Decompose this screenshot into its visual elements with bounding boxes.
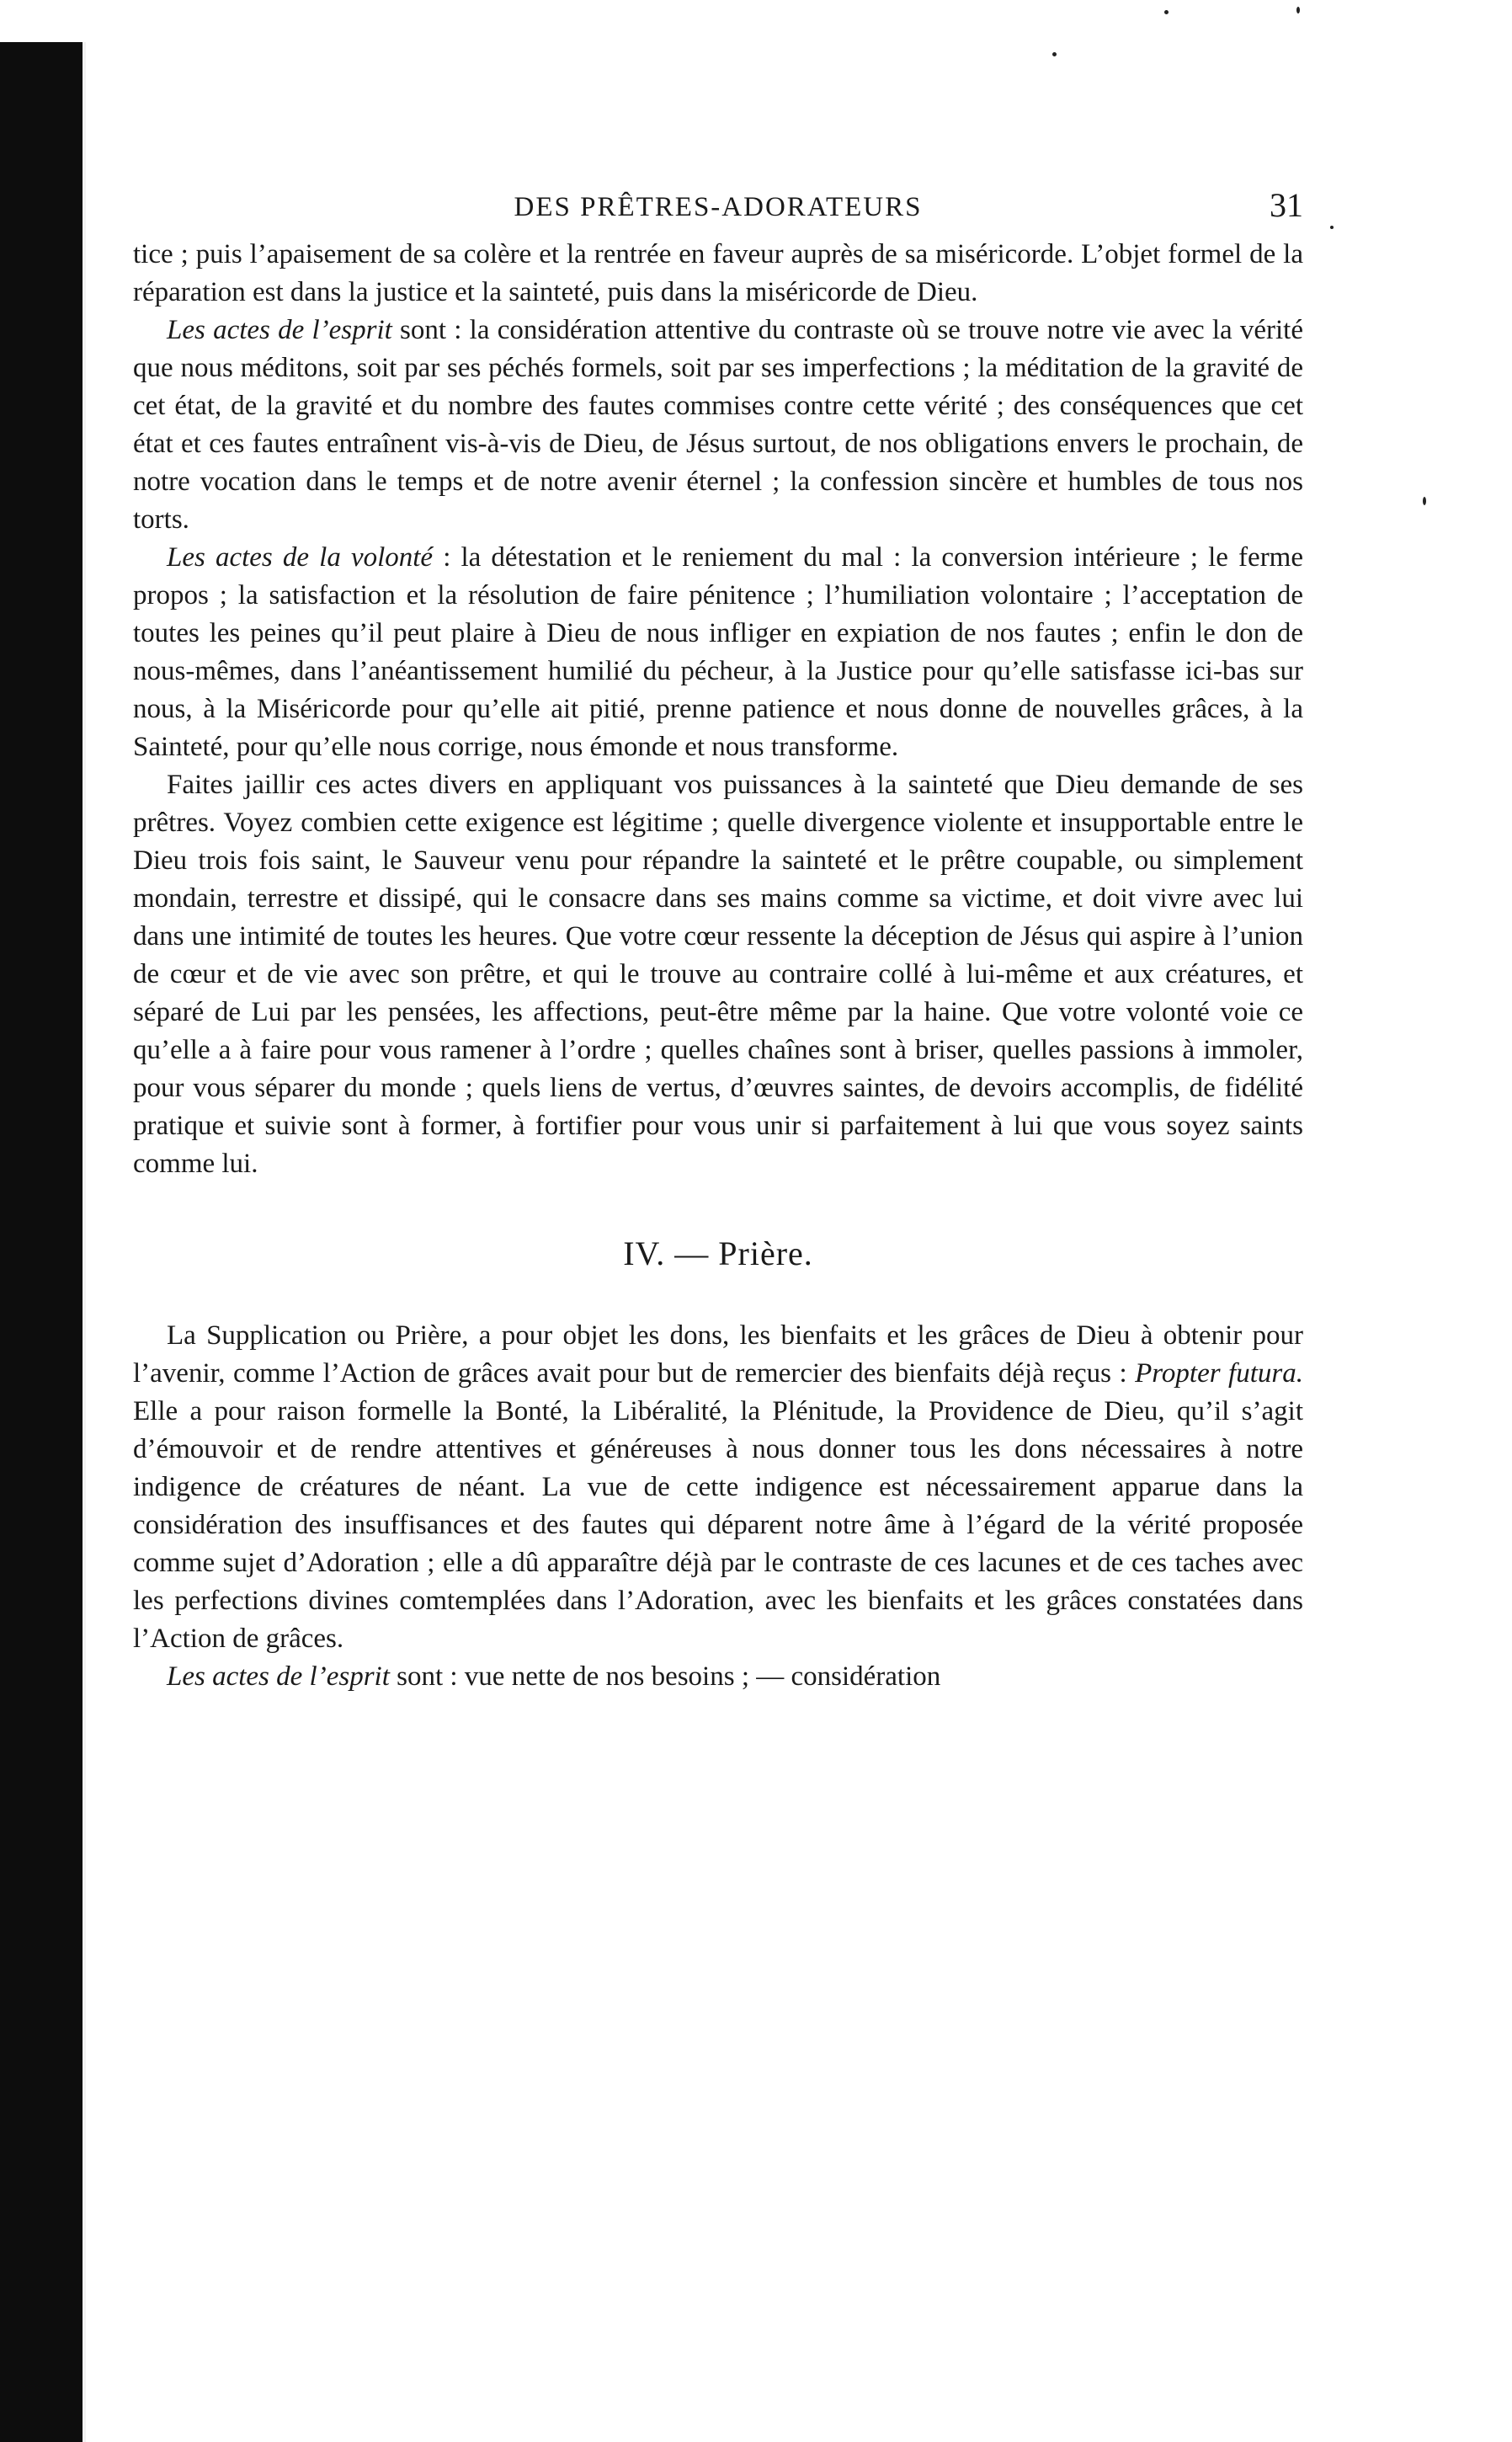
paragraph — [133, 1658, 1303, 1696]
paragraph-lead: Les actes de la volonté — [167, 542, 434, 573]
page-content — [133, 185, 1303, 1696]
scan-speck — [1052, 52, 1057, 56]
paragraph — [133, 312, 1303, 539]
paragraph — [133, 236, 1303, 312]
paragraph-text: : la détestation et le reniement du mal : la conversion intérieure ; le ferme propos ; la satisfaction et la résolution de faire pénitence ; l’humiliation volontaire ; l’acceptation de toutes les peines qu’il peut plaire à Dieu de nous infliger en expiation de nos fautes ; enfin le don de nous-mêmes, dans l’anéantissement humilié du pécheur, à la Justice pour qu’elle satisfasse ici-bas sur nous, à la Miséricorde pour qu’elle ait pitié, prenne patience et nous donne de nouvelles grâces, à la Sainteté, pour qu’elle nous corrige, nous émonde et nous transforme. — [133, 542, 1303, 762]
scan-speck — [1296, 7, 1300, 13]
paragraph — [133, 539, 1303, 766]
scan-speck — [1330, 226, 1334, 229]
paragraph — [133, 1317, 1303, 1658]
scan-speck — [1164, 10, 1169, 14]
paragraph-lead: Les actes de l’esprit — [167, 1661, 390, 1692]
paragraph-text: Faites jaillir ces actes divers en appliquant vos puissances à la sainteté que Dieu demande de ses prêtres. Voyez combien cette exigence est légitime ; quelle divergence violente et insupportable entre le Dieu trois fois saint, le Sauveur venu pour répandre la sainteté et le prêtre coupable, ou simplement mondain, terrestre et dissipé, qui le consacre dans ses mains comme sa victime, et doit vivre avec lui dans une intimité de toutes les heures. Que votre cœur ressente la déception de Jésus qui aspire à l’union de cœur et de vie avec son prêtre, et qui le trouve au contraire collé à lui-même et aux créatures, et séparé de Lui par les pensées, les affections, peut-être même par la haine. Que votre volonté voie ce qu’elle a à faire pour vous ramener à l’ordre ; quelles chaînes sont à briser, quelles passions à immoler, pour vous séparer du monde ; quels liens de vertus, d’œuvres saintes, de devoirs accomplis, de fidélité pratique et suivie sont à former, à fortifier pour vous unir si parfaitement à lui que vous soyez saints comme lui. — [133, 770, 1303, 1179]
paragraph-text: La Supplication ou Prière, a pour objet les dons, les bienfaits et les grâces de Dieu à obtenir pour l’avenir, comme l’Action de grâces avait pour but de remercier des bienfaits déjà reçus : — [133, 1320, 1303, 1389]
paragraph-text: sont : la considération attentive du contraste où se trouve notre vie avec la vérité que nous méditons, soit par ses péchés formels, soit par ses imperfections ; la méditation de la gravité de cet état, de la gravité et du nombre des fautes commises contre cette vérité ; des conséquences que cet état et ces fautes entraînent vis-à-vis de Dieu, de Jésus surtout, de nos obligations envers le prochain, de notre vocation dans le temps et de notre avenir éternel ; la confession sincère et humbles de tous nos torts. — [133, 315, 1303, 535]
section-heading: IV. — Prière. — [623, 1234, 813, 1272]
paragraph-lead: Les actes de l’esprit — [167, 315, 392, 345]
paragraph-text: Elle a pour raison formelle la Bonté, la Libéralité, la Plénitude, la Providence de Dieu, qu’il s’agit d’émouvoir et de rendre attentives et généreuses à nous donner tous les dons nécessaires à notre indigence de créatures de néant. La vue de cette indigence est nécessairement apparue dans la considération des insuffisances et des fautes qui déparent notre âme à l’égard de la vérité proposée comme sujet d’Adoration ; elle a dû apparaître déjà par le contraste de ces lacunes et de ces taches avec les perfections divines comtemplées dans l’Adoration, avec les bienfaits et les grâces constatées dans l’Action de grâces. — [133, 1396, 1303, 1654]
latin-phrase: Propter futura. — [1135, 1358, 1303, 1389]
page-number: 31 — [1270, 186, 1303, 224]
scan-binding-edge — [0, 42, 84, 2442]
paragraph — [133, 766, 1303, 1183]
running-title: DES PRÊTRES-ADORATEURS — [514, 192, 923, 222]
running-head — [133, 185, 1303, 236]
paragraph-text: tice ; puis l’apaisement de sa colère et la rentrée en faveur auprès de sa miséricorde. L’objet formel de la réparation est dans la justice et la sainteté, puis dans la miséricorde de Dieu. — [133, 239, 1303, 307]
scan-speck — [1423, 497, 1426, 505]
paragraph-text: sont : vue nette de nos besoins ; — considération — [389, 1661, 941, 1692]
